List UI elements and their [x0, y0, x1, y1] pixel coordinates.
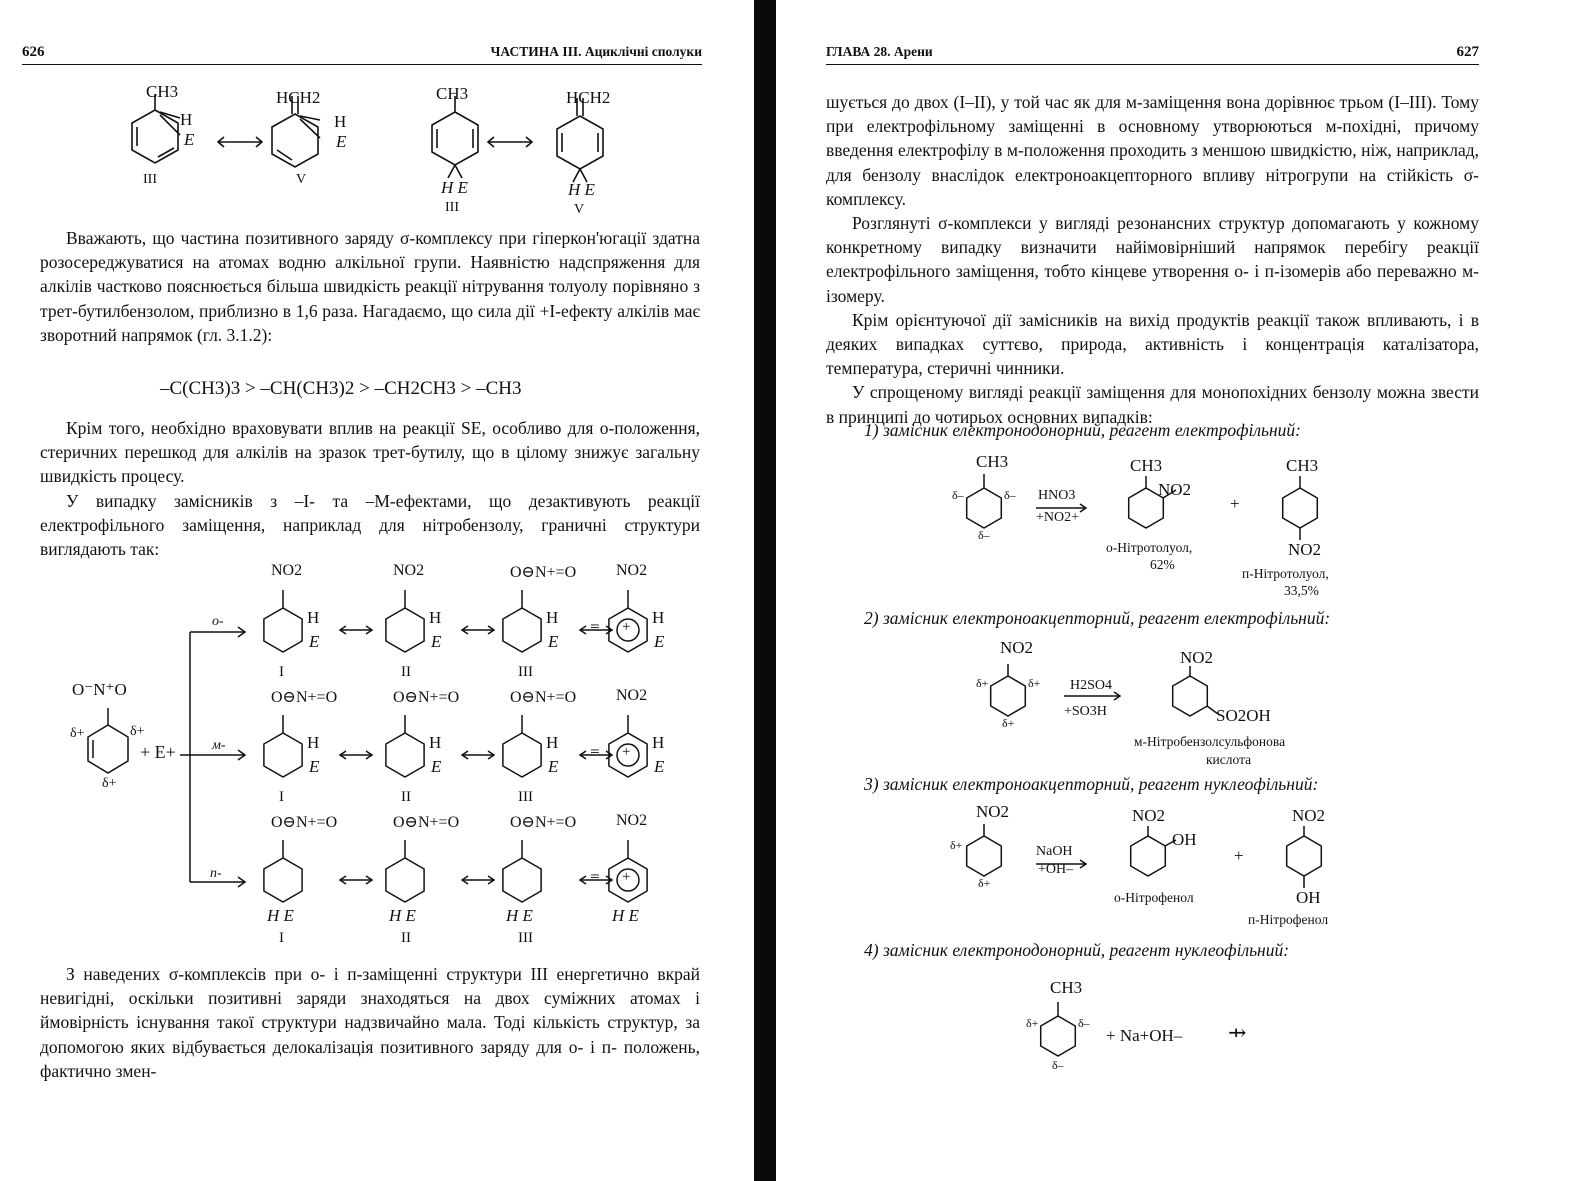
right-paragraph-3: Крім орієнтуючої дії замісників на вихід продуктів реакції також впливають, і в деяких випадках суттєво, природа, активність і концентрація каталізатора, температура, стеричні чинники.	[826, 309, 1479, 379]
left-paragraph-2: Крім того, необхідно враховувати вплив на реакції SE, особливо для о-положення, стеричних перешкод для алкілів на зразок трет-бутилу, що в цілому знижує загальну швидкість процесу.	[40, 418, 700, 487]
top-hch2-1: HCH2	[276, 88, 321, 107]
sigma-complex-ring-m-2	[386, 733, 424, 777]
r1-p1-name: о-Нітротолуол,	[1106, 540, 1193, 555]
e-m-4: E	[654, 757, 665, 776]
r2-reagent-bottom: +SO3H	[1064, 704, 1107, 719]
r3-ortho-product-ring	[1131, 836, 1166, 876]
he-p-2: H E	[389, 906, 416, 925]
e-o-4: E	[654, 632, 665, 651]
roman-p-1: I	[279, 930, 284, 946]
r2-reagent-top: H2SO4	[1070, 678, 1113, 693]
sigma-complex-ring-m-3	[503, 733, 541, 777]
group-p-3: O⊖N+=O	[510, 814, 577, 831]
charge-m: +	[622, 744, 631, 760]
left-running-head: ЧАСТИНА III. Ациклічні сполуки	[490, 44, 702, 59]
r2-p-no2: NO2	[1180, 648, 1214, 667]
he-p-3: H E	[506, 906, 533, 925]
r2-p-name: м-Нітробензолсульфонова	[1134, 734, 1286, 749]
r2-delta-3: δ+	[1002, 716, 1015, 730]
left-paragraph-4: З наведених σ-комплексів при о- і п-заміщенні структури III енергетично вкрай невигідні, оскільки позитивні заряди знаходяться на двох суміжних атомах і ймовірність існування такої структури надзвичайно мала. Тоді кількість структур, за допомогою яких відбувається делокалізація позитивного заряду для о- і п- положень, фактично змен-	[40, 964, 700, 1081]
r2-p-group: SO2OH	[1216, 706, 1271, 725]
right-running-head: ГЛАВА 28. Арени	[826, 44, 933, 59]
h-o-3: H	[546, 608, 559, 627]
left-page-number: 626	[22, 44, 45, 60]
top-label-3: III	[445, 200, 459, 215]
h-o-4: H	[652, 608, 665, 627]
group-m-1: O⊖N+=O	[271, 689, 338, 706]
sigma-complex-ring-o-2	[386, 608, 424, 652]
r4-delta-2: δ–	[1078, 1016, 1090, 1030]
top-hch2-2: HCH2	[566, 88, 611, 107]
r2-product-ring	[1173, 676, 1208, 716]
e-o-2: E	[431, 632, 442, 651]
branch-meta: м-	[212, 738, 226, 753]
sigma-complex-ring-o-3	[503, 608, 541, 652]
reactant-delta-2: δ+	[130, 724, 145, 739]
group-o-3: O⊖N+=O	[510, 564, 577, 581]
top-e-2: E	[336, 132, 347, 151]
he-p-4: H E	[612, 906, 639, 925]
group-o-2: NO2	[393, 562, 425, 579]
r1-plus: +	[1230, 494, 1240, 513]
he-p-1: H E	[267, 906, 294, 925]
group-m-3: O⊖N+=O	[510, 689, 577, 706]
roman-m-3: III	[518, 789, 533, 805]
top-he-2: H E	[568, 180, 595, 199]
r4-sub: CH3	[1050, 978, 1083, 997]
r3-plus: +	[1234, 846, 1244, 865]
r1-p2-ch3: CH3	[1286, 456, 1319, 475]
left-paragraph-3: У випадку замісників з –I- та –M-ефектами, що дезактивують реакції електрофільного заміщення, наприклад для нітробензолу, граничні структури виглядають так:	[40, 490, 700, 560]
roman-p-2: II	[401, 930, 411, 946]
r1-para-product-ring	[1283, 488, 1318, 528]
e-m-1: E	[309, 757, 320, 776]
top-h-2: H	[334, 112, 347, 131]
sigma-complex-ring-p-2	[386, 858, 424, 902]
roman-m-2: II	[401, 789, 411, 805]
r3-p2-group: OH	[1296, 888, 1321, 907]
r1-p2-name: п-Нітротолуол,	[1242, 566, 1329, 581]
r3-reagent-bottom: +OH–	[1038, 862, 1074, 877]
r4-reactant-ring	[1041, 1016, 1076, 1056]
r4-delta-3: δ–	[1052, 1058, 1064, 1072]
e-m-2: E	[431, 757, 442, 776]
r3-sub: NO2	[976, 802, 1010, 821]
e-m-3: E	[548, 757, 559, 776]
r1-delta-3: δ–	[978, 528, 990, 542]
top-ch3-2: CH3	[436, 84, 469, 103]
r1-p1-yield: 62%	[1150, 557, 1175, 572]
r2-delta-2: δ+	[1028, 676, 1041, 690]
roman-p-3: III	[518, 930, 533, 946]
r2-delta-1: δ+	[976, 676, 989, 690]
reactant-nitro: O⁻N⁺O	[72, 680, 127, 699]
equiv-o: ≡	[590, 618, 600, 637]
case-4-heading: 4) замісник електронодонорний, реагент нуклеофільний:	[864, 940, 1290, 960]
top-e-1: E	[184, 130, 195, 149]
r2-sub: NO2	[1000, 638, 1034, 657]
h-m-2: H	[429, 733, 442, 752]
group-o-4: NO2	[616, 562, 648, 579]
r1-p2-yield: 33,5%	[1284, 583, 1319, 598]
charge-p: +	[622, 869, 631, 885]
group-o-1: NO2	[271, 562, 303, 579]
r4-delta-1: δ+	[1026, 1016, 1039, 1030]
left-paragraph-1: Вважають, що частина позитивного заряду σ-комплексу при гіперкон'югації здатна розосереджуватися на атомах водню алкільної групи. Наявністю надспряження для алкілів частково пояснюється більша швидкість реакції нітрування толуолу порівняно з трет-бутилбензолом, приблизно в 1,6 раза. Нагадаємо, що сила дії +I-ефекту алкілів має зворотний напрямок (гл. 3.1.2):	[40, 228, 700, 345]
r2-reactant-ring	[991, 676, 1026, 716]
r1-sub: CH3	[976, 452, 1009, 471]
sigma-complex-ring-p-3	[503, 858, 541, 902]
r1-reagent-bottom: +NO2+	[1036, 510, 1080, 525]
r1-reagent-top: HNO3	[1038, 488, 1076, 503]
r3-reactant-ring	[967, 836, 1002, 876]
e-o-1: E	[309, 632, 320, 651]
sigma-complex-ring-o-1	[264, 608, 302, 652]
plus-electrophile: + E+	[140, 742, 176, 762]
right-reaction-schemes	[780, 0, 1585, 1181]
r2-p-name-2: кислота	[1206, 752, 1252, 767]
sigma-complex-ring-m-1	[264, 733, 302, 777]
right-paragraph-4: У спрощеному вигляді реакції заміщення для монопохідних бензолу можна звести в принципі до чотирьох основних випадків:	[826, 382, 1479, 427]
group-p-2: O⊖N+=O	[393, 814, 460, 831]
r3-delta-1: δ+	[950, 838, 963, 852]
h-m-4: H	[652, 733, 665, 752]
r1-p1-group: NO2	[1158, 480, 1192, 499]
charge-o: +	[622, 619, 631, 635]
alkyl-formula: –C(CH3)3 > –CH(CH3)2 > –CH2CH3 > –CH3	[160, 378, 522, 399]
equiv-p: ≡	[590, 868, 600, 887]
top-label-1: III	[143, 172, 157, 187]
r3-delta-2: δ+	[978, 876, 991, 890]
roman-o-2: II	[401, 664, 411, 680]
top-h-1: H	[180, 110, 193, 129]
r1-reactant-ring	[967, 488, 1002, 528]
branch-para: п-	[210, 866, 222, 881]
group-p-1: O⊖N+=O	[271, 814, 338, 831]
case-1-heading: 1) замісник електронодонорний, реагент електрофільний:	[864, 420, 1301, 440]
r1-p1-ch3: CH3	[1130, 456, 1163, 475]
r1-p2-group: NO2	[1288, 540, 1322, 559]
r1-delta-2: δ–	[1004, 488, 1016, 502]
r3-p1-group: OH	[1172, 830, 1197, 849]
right-page-number: 627	[1456, 44, 1479, 60]
case-3-heading: 3) замісник електроноакцепторний, реагент нуклеофільний:	[864, 774, 1319, 794]
group-p-4: NO2	[616, 812, 648, 829]
top-he-1: H E	[441, 178, 468, 197]
reactant-delta-3: δ+	[102, 776, 117, 791]
r3-p1-name: о-Нітрофенол	[1114, 890, 1194, 905]
roman-o-1: I	[279, 664, 284, 680]
left-running-header	[22, 42, 702, 65]
h-m-3: H	[546, 733, 559, 752]
r3-p2-no2: NO2	[1292, 806, 1326, 825]
r3-p1-no2: NO2	[1132, 806, 1166, 825]
h-o-1: H	[307, 608, 320, 627]
r3-para-product-ring	[1287, 836, 1322, 876]
right-page	[780, 0, 1585, 1181]
top-ch3-1: CH3	[146, 82, 179, 101]
r3-p2-name: п-Нітрофенол	[1248, 912, 1329, 927]
left-page	[0, 0, 765, 1181]
r4-no-reaction-arrow: ⇸	[1228, 1020, 1247, 1045]
h-m-1: H	[307, 733, 320, 752]
right-paragraph-1: шується до двох (I–II), у той час як для м-заміщення вона дорівнює трьом (I–III). Тому при електрофільному заміщенні в основному утворюються м-похідні, причому введення електрофілу в м-положення проходить з меншою швидкістю, ніж, наприклад, для бензолу внаслідок електроноакцепторного впливу нітрогрупи на стійкість σ-комплексу.	[826, 92, 1479, 209]
r3-reagent-top: NaOH	[1036, 844, 1073, 859]
h-o-2: H	[429, 608, 442, 627]
reactant-delta-1: δ+	[70, 726, 85, 741]
equiv-m: ≡	[590, 743, 600, 762]
roman-m-1: I	[279, 789, 284, 805]
group-m-2: O⊖N+=O	[393, 689, 460, 706]
top-label-4: V	[574, 202, 585, 217]
case-2-heading: 2) замісник електроноакцепторний, реагент електрофільний:	[864, 608, 1331, 628]
r1-delta-1: δ–	[952, 488, 964, 502]
top-label-2: V	[296, 172, 307, 187]
r4-reagent: + Na+OH–	[1106, 1026, 1183, 1045]
branch-ortho: о-	[212, 614, 224, 629]
right-paragraph-2: Розглянуті σ-комплекси у вигляді резонансних структур допомагають у кожному конкретному випадку визначити найімовірніший напрямок перебігу реакції електрофільного заміщення, тобто кінцеве утворення о- і п-ізомерів або переважно м-ізомеру.	[826, 213, 1479, 306]
sigma-complex-ring-p-1	[264, 858, 302, 902]
e-o-3: E	[548, 632, 559, 651]
group-m-4: NO2	[616, 687, 648, 704]
roman-o-3: III	[518, 664, 533, 680]
